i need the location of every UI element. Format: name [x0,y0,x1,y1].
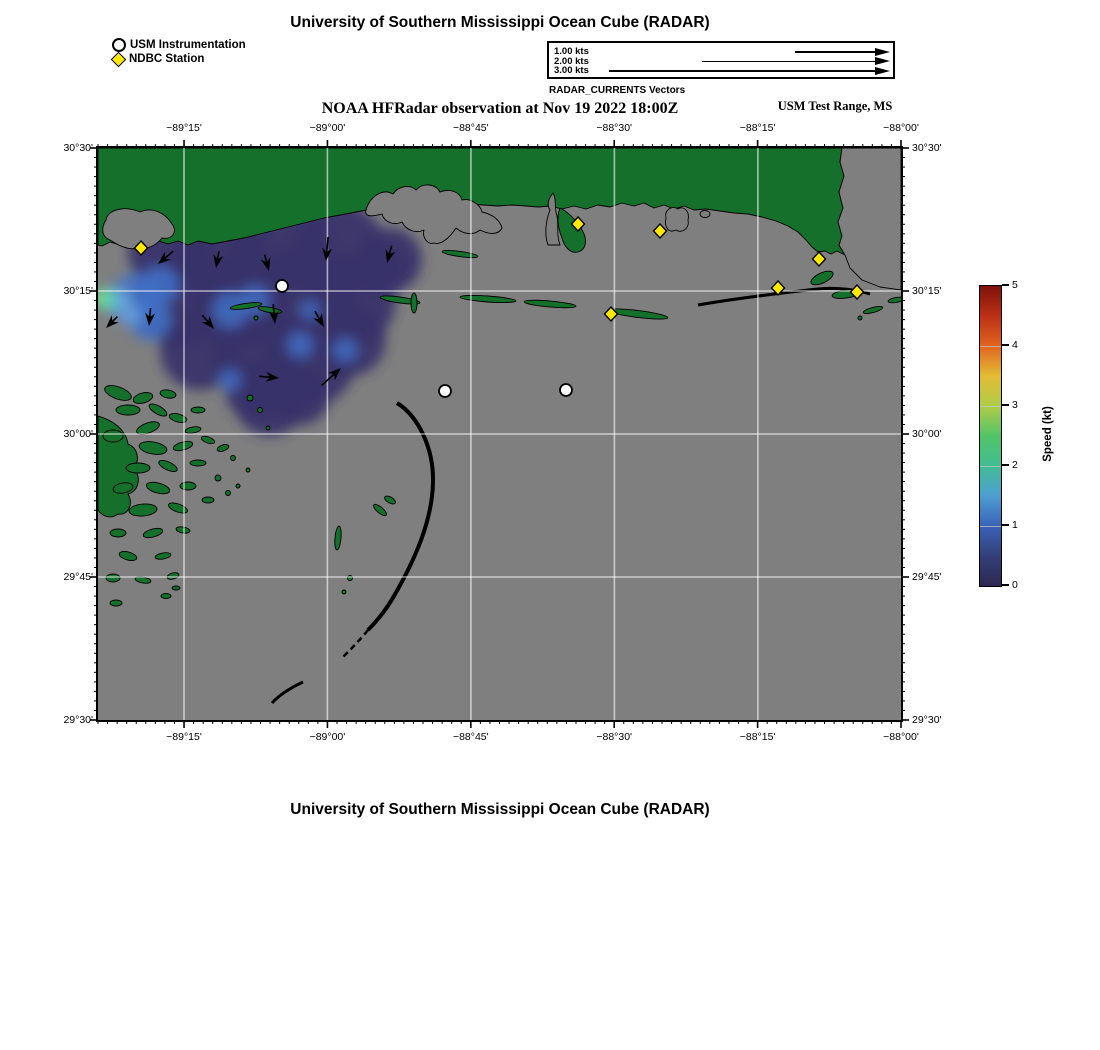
radar-blob [300,300,320,320]
legend-item-usm [112,38,246,52]
lat-label-right: 29°30' [912,714,942,726]
radar-blob [333,338,357,362]
vector-scale-box [547,41,895,79]
lat-label-right: 30°15' [912,285,942,297]
radar-blob [354,244,406,296]
vector-tail [273,304,274,316]
ndbc-diamond-icon [111,51,127,67]
legend-label: USM Instrumentation [130,39,246,51]
colorbar-tick-label: 0 [1012,578,1018,591]
colorbar-tick-label: 4 [1012,338,1018,351]
legend-item-ndbc [112,52,204,66]
colorbar-tick-label: 2 [1012,458,1018,471]
lon-label-top: −88°15' [739,122,776,134]
vector-scale-caption: RADAR_CURRENTS Vectors [549,85,686,96]
radar-blob [287,332,313,358]
radar-blob [141,266,179,304]
bottom-page-title: University of Southern Mississippi Ocean Cube (RADAR) [290,801,710,818]
scale-arrow-line [702,61,877,63]
page-title: University of Southern Mississippi Ocean Cube (RADAR) [290,14,710,31]
radar-blob [119,304,141,326]
usm-instrument-marker [276,280,288,292]
colorbar-tick [1002,404,1009,406]
colorbar-tick-label: 5 [1012,278,1018,291]
lon-label-top: −88°00' [883,122,919,134]
colorbar-tick [1002,284,1009,286]
lon-label-bottom: −88°15' [739,731,776,743]
colorbar-gridline [980,406,1001,407]
scale-arrow-head-icon [875,67,890,75]
colorbar-tick [1002,584,1009,586]
colorbar-gridline [980,346,1001,347]
lon-label-top: −88°30' [596,122,633,134]
usm-instrument-marker [560,384,572,396]
scale-arrow-head-icon [875,57,890,65]
colorbar-tick [1002,464,1009,466]
legend-label: NDBC Station [129,53,205,65]
lon-label-bottom: −88°45' [452,731,489,743]
lat-label-left: 30°00' [63,428,93,440]
scale-row-label: 1.00 kts [554,46,589,57]
colorbar-axis-label: Speed (kt) [1042,406,1054,462]
colorbar-tick-label: 1 [1012,518,1018,531]
lon-label-bottom: −88°00' [883,731,919,743]
scale-row-label: 2.00 kts [554,55,589,67]
colorbar [979,285,1002,587]
lat-label-left: 30°30' [63,142,93,154]
radar-blob [219,369,241,391]
colorbar-tick-label: 3 [1012,398,1018,411]
lon-label-top: −88°45' [452,122,489,134]
grand-bay-inlet [665,208,688,232]
lon-label-top: −89°15' [166,122,202,134]
lon-label-bottom: −89°00' [309,731,346,743]
lat-label-right: 30°00' [912,428,942,440]
usm-instrument-marker [439,385,451,397]
usm-circle-icon [112,38,126,52]
coastal-pond [700,211,710,218]
colorbar-tick [1002,344,1009,346]
scale-row-label: 3.00 kts [554,65,589,76]
colorbar-gridline [980,526,1001,527]
map-plot-area [96,146,903,722]
lat-label-right: 29°45' [912,571,942,583]
lat-label-left: 29°30' [63,714,93,726]
colorbar-tick [1002,524,1009,526]
scale-arrow-head-icon [875,48,890,56]
colorbar-gridline [980,466,1001,467]
lat-label-left: 30°15' [63,285,93,297]
map-svg [98,148,901,720]
lat-label-right: 30°30' [912,142,942,154]
scale-arrow-line [795,51,877,53]
lon-label-bottom: −88°30' [596,731,633,743]
scale-arrow-line [609,70,877,72]
vector-tail [259,376,271,377]
observation-subtitle: NOAA HFRadar observation at Nov 19 2022 18:00Z [321,100,679,117]
test-range-label: USM Test Range, MS [777,99,893,113]
lon-label-bottom: −89°15' [166,731,202,743]
lon-label-top: −89°00' [309,122,346,134]
lat-label-left: 29°45' [63,571,93,583]
vector-tail [150,308,151,318]
